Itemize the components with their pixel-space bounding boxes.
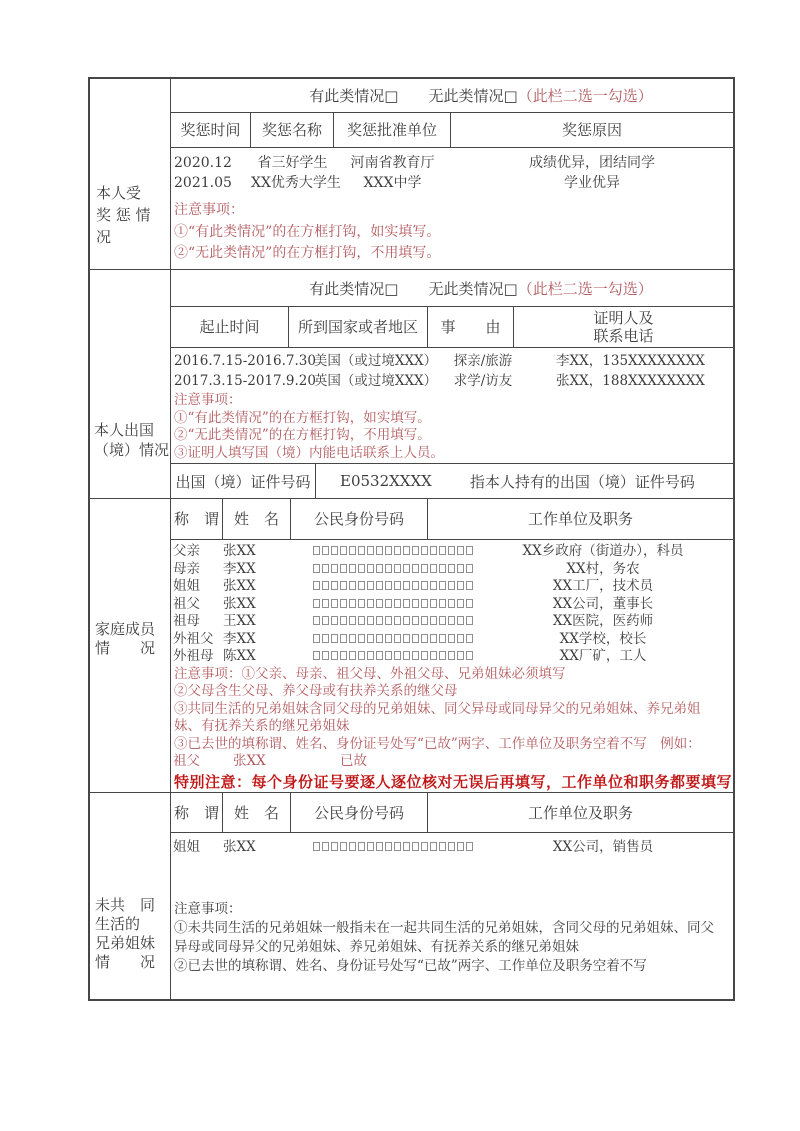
family-member-row (171, 578, 733, 596)
member-id-boxes (303, 613, 473, 631)
member-id-boxes (303, 631, 473, 649)
id-digit-box (358, 634, 365, 643)
id-digit-box (412, 599, 419, 608)
id-digit-box (340, 564, 347, 573)
abroad-data-area (171, 348, 733, 463)
section-abroad (90, 270, 733, 499)
col-header-country: 所到国家或者地区 (289, 307, 428, 347)
id-digit-box (430, 634, 437, 643)
member-name: 张XX (223, 595, 256, 612)
id-digit-box (439, 546, 446, 555)
rewards-data-area (171, 148, 733, 269)
id-digit-box (448, 546, 455, 555)
reward-reason: 成绩优异，团结同学 (529, 155, 655, 171)
abroad-period: 2017.3.15-2017.9.20 (174, 373, 316, 389)
id-digit-box (466, 842, 473, 851)
col-header-period: 起止时间 (171, 307, 289, 347)
id-digit-box (349, 634, 356, 643)
id-digit-box (322, 546, 329, 555)
id-digit-box (322, 581, 329, 590)
section-label-family (90, 499, 171, 792)
id-digit-box (412, 581, 419, 590)
member-relation: 祖父 (173, 595, 200, 612)
abroad-period: 2016.7.15-2016.7.30 (174, 353, 316, 369)
id-digit-box (313, 546, 320, 555)
abroad-row (171, 351, 733, 371)
member-name: 王XX (223, 613, 256, 629)
id-digit-box (403, 616, 410, 625)
section-label-line: 情 况 (95, 953, 156, 971)
id-digit-box (376, 581, 383, 590)
id-digit-box (394, 581, 401, 590)
section-label-abroad (90, 270, 171, 498)
id-digit-box (358, 546, 365, 555)
id-digit-box (466, 564, 473, 573)
member-name: 李XX (223, 630, 256, 647)
member-work: XX公司，销售员 (552, 839, 654, 855)
col-header-name: 姓 名 (223, 793, 291, 832)
abroad-country: 英国（或过境XXX） (313, 373, 438, 389)
note-line: ②“无此类情况”的在方框打钩，不用填写。 (174, 245, 441, 261)
reward-name: 省三好学生 (257, 155, 328, 171)
reward-unit: XXX中学 (363, 175, 422, 191)
col-header-witness (514, 307, 733, 347)
siblings-notes (171, 900, 733, 976)
note-line: ②已去世的填称谓、姓名、身份证号处写“已故”两字、工作单位及职务空着不写 (174, 957, 647, 974)
id-digit-box (376, 616, 383, 625)
col-header-reward-name: 奖惩名称 (251, 113, 334, 147)
id-digit-box (313, 842, 320, 851)
siblings-header-row (171, 793, 733, 833)
section-label-line: 本人出国 (94, 421, 155, 439)
id-digit-box (358, 564, 365, 573)
member-relation: 姐姐 (173, 578, 200, 594)
member-id-boxes (303, 596, 473, 614)
member-work: XX厂矿，工人 (559, 648, 647, 664)
id-digit-box (313, 616, 320, 625)
member-relation: 母亲 (173, 560, 200, 577)
id-digit-box (457, 581, 464, 590)
special-attention-note: 特别注意：每个身份证号要逐人逐位核对无误后再填写，工作单位和职务都要填写 (174, 772, 733, 791)
col-header-name: 姓 名 (223, 499, 291, 539)
id-digit-box (421, 616, 428, 625)
id-digit-box (457, 564, 464, 573)
id-digit-box (439, 581, 446, 590)
choice-row (171, 270, 733, 307)
family-rows (171, 540, 733, 666)
id-digit-box (466, 546, 473, 555)
rewards-header-row (171, 113, 733, 148)
id-digit-box (340, 616, 347, 625)
id-digit-box (340, 842, 347, 851)
id-digit-box (331, 842, 338, 851)
id-digit-box (403, 599, 410, 608)
abroad-header-row (171, 307, 733, 348)
id-digit-box (439, 634, 446, 643)
id-digit-box (376, 546, 383, 555)
witness-header-line: 证明人及 (593, 309, 654, 327)
id-digit-box (349, 564, 356, 573)
abroad-notes (171, 392, 733, 462)
id-digit-box (349, 546, 356, 555)
id-digit-box (340, 599, 347, 608)
id-digit-box (448, 651, 455, 660)
col-header-reward-unit: 奖惩批准单位 (334, 113, 451, 147)
section-label-line: 情 况 (95, 639, 156, 657)
id-digit-box (322, 842, 329, 851)
id-digit-box (367, 634, 374, 643)
note-line: 注意事项：①父亲、母亲、祖父母、外祖父母、兄弟姐妹必须填写 (174, 665, 566, 682)
id-digit-box (358, 616, 365, 625)
id-digit-box (367, 581, 374, 590)
id-digit-box (394, 651, 401, 660)
abroad-contact: 张XX，188XXXXXXXX (556, 373, 705, 389)
id-digit-box (322, 651, 329, 660)
member-relation: 外祖父 (173, 630, 214, 647)
id-digit-box (421, 842, 428, 851)
member-work: XX学校，校长 (559, 630, 647, 647)
id-digit-box (385, 842, 392, 851)
family-member-row (171, 631, 733, 649)
member-name: 李XX (223, 560, 256, 577)
notes-title: 注意事项： (174, 392, 242, 408)
section-label-line: 兄弟姐妹 (95, 934, 156, 952)
abroad-contact: 李XX，135XXXXXXXX (556, 353, 705, 369)
passport-number-value: E0532XXXX (340, 472, 432, 490)
member-relation: 祖母 (173, 613, 200, 629)
id-digit-box (412, 546, 419, 555)
note-line: ③证明人填写国（境）内能电话联系上人员。 (174, 444, 444, 461)
rewards-notes (171, 200, 733, 265)
id-digit-box (439, 842, 446, 851)
family-member-row (171, 561, 733, 579)
reward-unit: 河南省教育厅 (350, 155, 435, 171)
id-digit-box (358, 842, 365, 851)
id-digit-box (394, 634, 401, 643)
id-digit-box (466, 651, 473, 660)
id-digit-box (358, 581, 365, 590)
id-digit-box (403, 546, 410, 555)
member-name: 张XX (223, 578, 256, 594)
id-digit-box (457, 599, 464, 608)
id-digit-box (349, 842, 356, 851)
family-member-row (171, 613, 733, 631)
id-digit-box (421, 546, 428, 555)
id-digit-box (448, 599, 455, 608)
notes-title: 注意事项： (174, 900, 242, 917)
note-line: ②父母含生父母、养父母或有扶养关系的继父母 (174, 683, 458, 699)
member-id-boxes (303, 839, 473, 857)
id-digit-box (322, 564, 329, 573)
id-digit-box (448, 616, 455, 625)
id-digit-box (340, 546, 347, 555)
id-digit-box (358, 651, 365, 660)
id-digit-box (421, 581, 428, 590)
id-digit-box (331, 599, 338, 608)
id-digit-box (430, 581, 437, 590)
id-digit-box (430, 546, 437, 555)
choice-gap (398, 85, 428, 106)
section-family-members (90, 499, 733, 793)
abroad-reason: 求学/访友 (453, 373, 513, 389)
col-header-reward-time: 奖惩时间 (171, 113, 251, 147)
choice-row (171, 79, 733, 113)
id-digit-box (331, 564, 338, 573)
personnel-form-table (88, 77, 735, 1001)
example-status: 已故 (340, 753, 367, 769)
id-digit-box (376, 842, 383, 851)
id-digit-box (430, 651, 437, 660)
id-digit-box (322, 634, 329, 643)
id-digit-box (367, 616, 374, 625)
id-digit-box (376, 651, 383, 660)
id-digit-box (349, 651, 356, 660)
member-work: XX公司，董事长 (552, 595, 654, 612)
id-digit-box (457, 634, 464, 643)
id-digit-box (403, 564, 410, 573)
id-digit-box (403, 634, 410, 643)
section-label-line: （境）情况 (94, 441, 170, 459)
col-header-work-unit: 工作单位及职务 (527, 803, 633, 822)
id-digit-box (448, 842, 455, 851)
col-header-id-number: 公民身份号码 (291, 793, 428, 832)
member-work: XX医院，医药师 (552, 613, 654, 629)
id-digit-box (349, 581, 356, 590)
id-digit-box (466, 616, 473, 625)
reward-row (171, 153, 733, 173)
id-digit-box (385, 581, 392, 590)
family-data-area (171, 540, 733, 792)
id-digit-box (313, 634, 320, 643)
passport-number-row (171, 463, 733, 498)
reward-reason: 学业优异 (564, 175, 620, 191)
siblings-data-area (171, 833, 733, 999)
id-digit-box (412, 842, 419, 851)
id-digit-box (421, 599, 428, 608)
id-digit-box (430, 842, 437, 851)
member-id-boxes (303, 648, 473, 666)
section-label-rewards (90, 79, 171, 269)
id-digit-box (367, 842, 374, 851)
id-digit-box (421, 651, 428, 660)
member-name: 张XX (223, 543, 256, 559)
section-label-siblings (90, 793, 171, 999)
family-notes (171, 666, 733, 754)
id-digit-box (376, 634, 383, 643)
id-digit-box (385, 564, 392, 573)
example-relation: 祖父 (173, 753, 200, 769)
id-digit-box (412, 616, 419, 625)
choice-gap (398, 278, 428, 299)
section-label-line: 本人受 (96, 184, 142, 202)
id-digit-box (349, 599, 356, 608)
abroad-country: 美国（或过境XXX） (313, 353, 438, 369)
note-line: ③已去世的填称谓、姓名、身份证号处写“已故”两字、工作单位及职务空着不写 例如： (174, 735, 701, 752)
member-relation: 父亲 (173, 543, 200, 559)
witness-header-line: 联系电话 (593, 327, 654, 345)
id-digit-box (448, 581, 455, 590)
family-member-row (171, 596, 733, 614)
id-digit-box (331, 634, 338, 643)
family-header-row (171, 499, 733, 540)
id-digit-box (412, 651, 419, 660)
id-digit-box (430, 599, 437, 608)
id-digit-box (385, 651, 392, 660)
id-digit-box (313, 581, 320, 590)
member-name: 陈XX (223, 648, 256, 664)
col-header-work-unit: 工作单位及职务 (527, 510, 633, 528)
family-member-row (171, 648, 733, 666)
col-header-relation: 称 谓 (171, 499, 223, 539)
id-digit-box (403, 651, 410, 660)
id-digit-box (394, 616, 401, 625)
section-label-line: 家庭成员 (95, 620, 156, 638)
id-digit-box (367, 546, 374, 555)
id-digit-box (412, 634, 419, 643)
note-line: ①未共同生活的兄弟姐妹一般指未在一起共同生活的兄弟姐妹，含同父母的兄弟姐妹、同父异母或同母异父的兄弟姐妹、养兄弟姐妹、有抚养关系的继兄弟姐妹 (174, 919, 714, 955)
id-digit-box (421, 564, 428, 573)
section-label-line: 奖 惩 情 (96, 206, 151, 224)
id-digit-box (385, 599, 392, 608)
id-digit-box (394, 546, 401, 555)
id-digit-box (457, 842, 464, 851)
passport-number-hint: 指本人持有的出国（境）证件号码 (469, 472, 695, 491)
id-digit-box (466, 634, 473, 643)
id-digit-box (376, 564, 383, 573)
note-line: ①“有此类情况”的在方框打钩，如实填写。 (174, 409, 431, 426)
id-digit-box (412, 564, 419, 573)
abroad-reason: 探亲/旅游 (453, 353, 513, 369)
note-line: ①“有此类情况”的在方框打钩，如实填写。 (174, 223, 441, 240)
id-digit-box (439, 564, 446, 573)
id-digit-box (313, 564, 320, 573)
id-digit-box (322, 599, 329, 608)
member-relation: 外祖母 (173, 648, 214, 664)
col-header-relation: 称 谓 (171, 793, 223, 832)
choice-hint: （此栏二选一勾选） (517, 87, 653, 105)
section-label-line: 况 (96, 228, 112, 246)
id-digit-box (403, 842, 410, 851)
id-digit-box (331, 651, 338, 660)
member-id-boxes (303, 561, 473, 579)
deceased-example-row (171, 753, 733, 771)
id-digit-box (439, 616, 446, 625)
id-digit-box (331, 581, 338, 590)
member-work: XX工厂，技术员 (552, 578, 654, 594)
id-digit-box (322, 616, 329, 625)
id-digit-box (340, 634, 347, 643)
id-digit-box (340, 651, 347, 660)
no-case-checkbox-label: 无此类情况□ (428, 87, 518, 105)
id-digit-box (439, 599, 446, 608)
has-case-checkbox-label: 有此类情况□ (309, 87, 399, 105)
id-digit-box (331, 616, 338, 625)
no-case-checkbox-label: 无此类情况□ (428, 279, 518, 298)
id-digit-box (340, 581, 347, 590)
col-header-id-number: 公民身份号码 (291, 499, 428, 539)
id-digit-box (466, 581, 473, 590)
id-digit-box (385, 634, 392, 643)
id-digit-box (457, 546, 464, 555)
section-siblings-not-living-together (90, 793, 733, 999)
id-digit-box (367, 651, 374, 660)
member-id-boxes (303, 578, 473, 596)
reward-row (171, 173, 733, 193)
id-digit-box (394, 842, 401, 851)
id-digit-box (394, 564, 401, 573)
id-digit-box (394, 599, 401, 608)
id-digit-box (430, 564, 437, 573)
col-header-reward-reason: 奖惩原因 (561, 121, 622, 139)
note-line: ②“无此类情况”的在方框打钩，不用填写。 (174, 427, 431, 443)
section-label-line: 生活的 (95, 915, 141, 933)
choice-hint: （此栏二选一勾选） (517, 279, 653, 298)
id-digit-box (421, 634, 428, 643)
id-digit-box (439, 651, 446, 660)
id-digit-box (457, 616, 464, 625)
example-name: 张XX (233, 753, 266, 769)
id-digit-box (331, 546, 338, 555)
id-digit-box (448, 634, 455, 643)
id-digit-box (367, 599, 374, 608)
section-label-line: 未共 同 (95, 896, 156, 914)
id-digit-box (403, 581, 410, 590)
reward-name: XX优秀大学生 (251, 175, 341, 191)
member-id-boxes (303, 543, 473, 561)
member-work: XX村，务农 (566, 560, 640, 577)
id-digit-box (385, 546, 392, 555)
family-member-row (171, 543, 733, 561)
id-digit-box (466, 599, 473, 608)
id-digit-box (430, 616, 437, 625)
note-line: ③共同生活的兄弟姐妹含同父母的兄弟姐妹、同父异母或同母异父的兄弟姐妹、养兄弟姐妹、有抚养关系的继兄弟姐妹 (174, 700, 701, 734)
id-digit-box (448, 564, 455, 573)
id-digit-box (385, 616, 392, 625)
id-digit-box (313, 651, 320, 660)
col-header-reason: 事 由 (428, 307, 514, 347)
id-digit-box (376, 599, 383, 608)
id-digit-box (313, 599, 320, 608)
id-digit-box (349, 616, 356, 625)
id-digit-box (367, 564, 374, 573)
reward-time: 2021.05 (174, 175, 232, 191)
notes-title: 注意事项： (174, 202, 244, 218)
member-work: XX乡政府（街道办），科员 (522, 543, 684, 559)
member-relation: 姐姐 (173, 839, 200, 855)
reward-time: 2020.12 (174, 155, 232, 171)
id-digit-box (457, 651, 464, 660)
sibling-row (171, 839, 733, 857)
passport-number-label: 出国（境）证件号码 (171, 464, 316, 498)
id-digit-box (358, 599, 365, 608)
abroad-row (171, 371, 733, 391)
has-case-checkbox-label: 有此类情况□ (309, 279, 399, 298)
member-name: 张XX (223, 839, 256, 855)
section-rewards-punishments (90, 79, 733, 270)
